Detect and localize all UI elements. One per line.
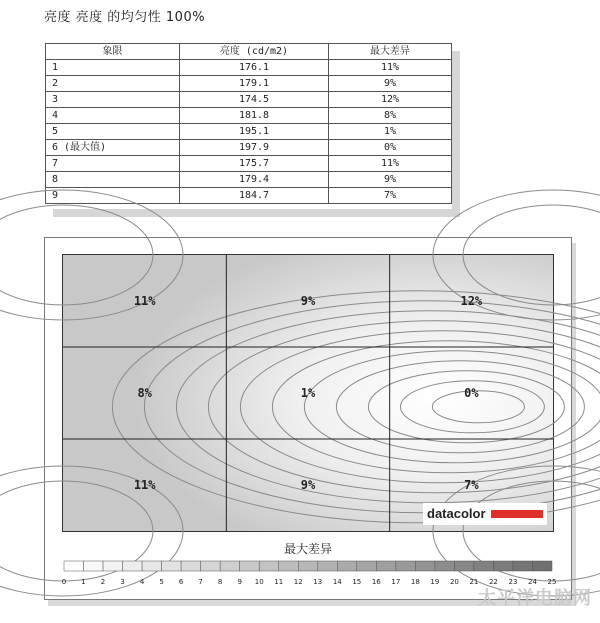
scale-segment bbox=[474, 561, 494, 571]
cell-luminance: 179.4 bbox=[180, 172, 329, 188]
table-row bbox=[46, 188, 452, 204]
cell-luminance: 181.8 bbox=[180, 108, 329, 124]
scale-tick-label: 21 bbox=[469, 578, 479, 586]
scale-tick-label: 7 bbox=[198, 578, 203, 586]
cell-max-diff: 0% bbox=[329, 140, 452, 156]
cell-quadrant: 9 bbox=[46, 188, 180, 204]
scale-segment bbox=[357, 561, 377, 571]
watermark: 太平洋电脑网 bbox=[478, 588, 592, 609]
cell-quadrant: 5 bbox=[46, 124, 180, 140]
scale-tick-label: 3 bbox=[120, 578, 125, 586]
table-row bbox=[46, 156, 452, 172]
scale-tick-label: 0 bbox=[61, 578, 67, 586]
table-row bbox=[46, 124, 452, 140]
scale-tick-label: 6 bbox=[178, 578, 184, 586]
cell-quadrant: 3 bbox=[46, 92, 180, 108]
cell-luminance: 179.1 bbox=[180, 76, 329, 92]
scale-tick-label: 17 bbox=[391, 578, 401, 586]
brand-logo-text: datacolor bbox=[427, 506, 486, 521]
cell-luminance: 197.9 bbox=[180, 140, 329, 156]
scale-segment bbox=[454, 561, 474, 571]
scale-tick-label: 5 bbox=[159, 578, 164, 586]
scale-tick-label: 16 bbox=[371, 578, 381, 586]
scale-segment bbox=[64, 561, 84, 571]
scale-tick-label: 19 bbox=[430, 578, 440, 586]
cell-label-quadrant-7: 11% bbox=[133, 478, 156, 492]
cell-quadrant: 8 bbox=[46, 172, 180, 188]
scale-tick-label: 24 bbox=[528, 578, 537, 586]
cell-luminance: 195.1 bbox=[180, 124, 329, 140]
scale-segment bbox=[201, 561, 221, 571]
cell-quadrant: 7 bbox=[46, 156, 180, 172]
scale-segment bbox=[142, 561, 162, 571]
scale-tick-label: 18 bbox=[410, 578, 420, 586]
legend-title: 最大差异 bbox=[283, 542, 332, 556]
table-header-row bbox=[46, 44, 452, 60]
table-row bbox=[46, 76, 452, 92]
scale-segment bbox=[259, 561, 279, 571]
cell-max-diff: 9% bbox=[329, 76, 452, 92]
cell-luminance: 176.1 bbox=[180, 60, 329, 76]
scale-segment bbox=[181, 561, 201, 571]
scale-segment bbox=[318, 561, 338, 571]
scale-segment bbox=[513, 561, 533, 571]
scale-segment bbox=[493, 561, 513, 571]
scale-tick-label: 11 bbox=[274, 578, 284, 586]
scale-tick-label: 1 bbox=[81, 578, 86, 586]
cell-label-quadrant-6: 0% bbox=[464, 386, 479, 400]
cell-max-diff: 11% bbox=[329, 60, 452, 76]
cell-luminance: 184.7 bbox=[180, 188, 329, 204]
scale-segment bbox=[123, 561, 143, 571]
scale-segment bbox=[279, 561, 299, 571]
scale-segment bbox=[298, 561, 318, 571]
scale-tick-label: 2 bbox=[100, 578, 106, 586]
scale-tick-label: 23 bbox=[508, 578, 518, 586]
cell-label-quadrant-5: 1% bbox=[300, 386, 316, 400]
scale-tick-label: 12 bbox=[293, 578, 303, 586]
cell-max-diff: 7% bbox=[329, 188, 452, 204]
scale-segment bbox=[220, 561, 240, 571]
cell-max-diff: 11% bbox=[329, 156, 452, 172]
scale-segment bbox=[162, 561, 182, 571]
header-quadrant: 象限 bbox=[46, 44, 180, 60]
datacolor-badge bbox=[423, 503, 547, 525]
cell-max-diff: 1% bbox=[329, 124, 452, 140]
scale-tick-label: 4 bbox=[139, 578, 145, 586]
uniformity-heatmap bbox=[63, 255, 553, 531]
table-row bbox=[46, 140, 452, 156]
luminance-table bbox=[45, 43, 452, 204]
scale-segment bbox=[396, 561, 416, 571]
scale-segment bbox=[240, 561, 260, 571]
page-title: 亮度 亮度 的均匀性 100% bbox=[44, 10, 206, 25]
scale-tick-label: 22 bbox=[488, 578, 498, 586]
cell-luminance: 174.5 bbox=[180, 92, 329, 108]
table-row bbox=[46, 172, 452, 188]
cell-quadrant: 6 (最大值) bbox=[46, 140, 180, 156]
uniformity-panel bbox=[44, 237, 572, 600]
scale-tick-label: 8 bbox=[217, 578, 223, 586]
cell-quadrant: 4 bbox=[46, 108, 180, 124]
cell-quadrant: 1 bbox=[46, 60, 180, 76]
scale-tick-label: 25 bbox=[547, 578, 557, 586]
cell-label-quadrant-4: 8% bbox=[137, 386, 152, 400]
luminance-table-wrapper bbox=[45, 43, 452, 209]
scale-segment bbox=[415, 561, 435, 571]
header-luminance: 亮度 (cd/m2) bbox=[180, 44, 329, 60]
header-max-diff: 最大差异 bbox=[329, 44, 452, 60]
scale-segment bbox=[84, 561, 104, 571]
cell-label-quadrant-9: 7% bbox=[464, 478, 479, 492]
cell-label-quadrant-1: 11% bbox=[133, 294, 156, 308]
scale-segment bbox=[337, 561, 357, 571]
uniformity-map bbox=[62, 254, 554, 532]
scale-segment bbox=[376, 561, 396, 571]
cell-max-diff: 8% bbox=[329, 108, 452, 124]
cell-max-diff: 9% bbox=[329, 172, 452, 188]
cell-label-quadrant-2: 9% bbox=[300, 294, 316, 308]
scale-tick-label: 15 bbox=[352, 578, 362, 586]
scale-segment bbox=[103, 561, 123, 571]
scale-tick-label: 13 bbox=[313, 578, 323, 586]
cell-quadrant: 2 bbox=[46, 76, 180, 92]
scale-tick-label: 9 bbox=[237, 578, 242, 586]
table-row bbox=[46, 108, 452, 124]
table-row bbox=[46, 60, 452, 76]
table-row bbox=[46, 92, 452, 108]
cell-label-quadrant-8: 9% bbox=[300, 478, 316, 492]
cell-label-quadrant-3: 12% bbox=[460, 294, 483, 308]
brand-logo-bar bbox=[491, 510, 543, 518]
scale-segment bbox=[435, 561, 455, 571]
scale-tick-label: 14 bbox=[332, 578, 342, 586]
scale-segment bbox=[532, 561, 552, 571]
cell-luminance: 175.7 bbox=[180, 156, 329, 172]
cell-max-diff: 12% bbox=[329, 92, 452, 108]
scale-tick-label: 20 bbox=[449, 578, 459, 586]
scale-tick-label: 10 bbox=[254, 578, 264, 586]
